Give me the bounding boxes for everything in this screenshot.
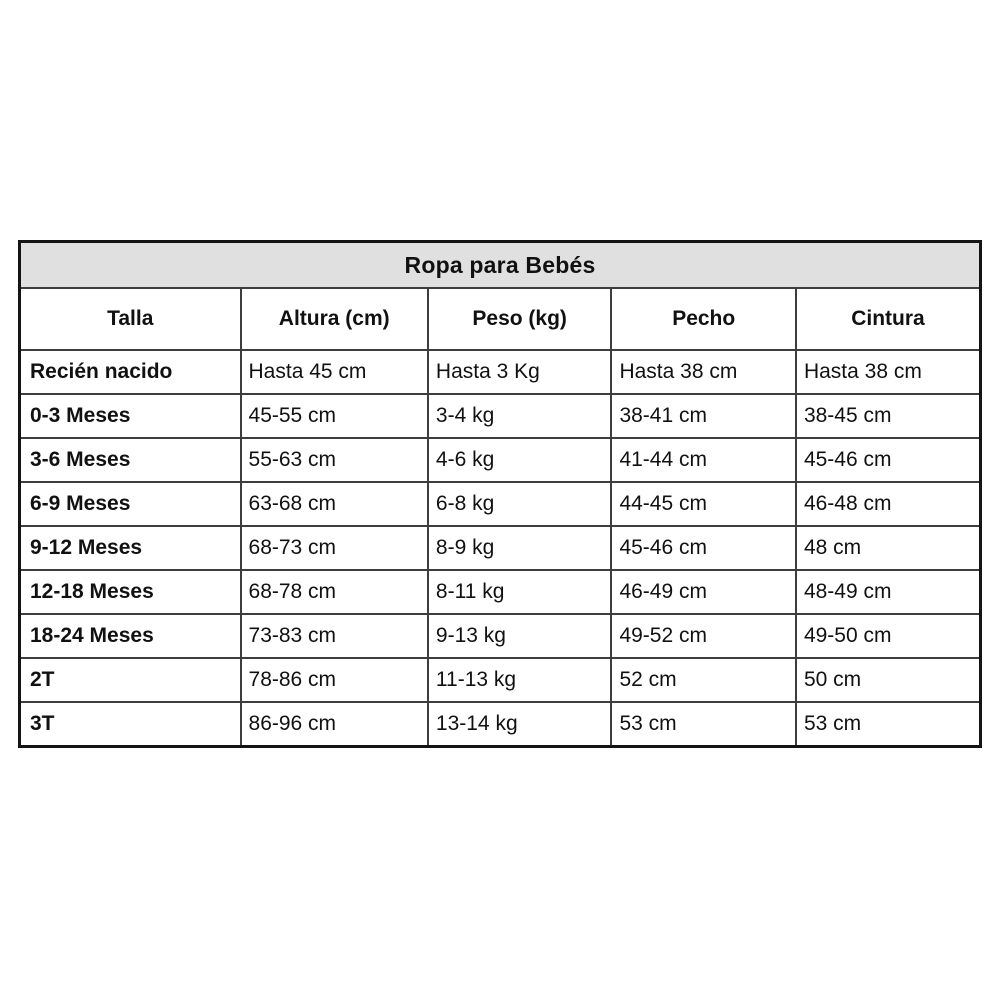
cell-peso: Hasta 3 Kg	[428, 350, 612, 394]
cell-talla: 3T	[20, 702, 241, 747]
cell-peso: 11-13 kg	[428, 658, 612, 702]
cell-talla: 3-6 Meses	[20, 438, 241, 482]
cell-cintura: Hasta 38 cm	[796, 350, 981, 394]
cell-pecho: 49-52 cm	[611, 614, 796, 658]
cell-peso: 13-14 kg	[428, 702, 612, 747]
cell-peso: 3-4 kg	[428, 394, 612, 438]
table-row	[20, 658, 981, 702]
table-row	[20, 614, 981, 658]
cell-peso: 9-13 kg	[428, 614, 612, 658]
table-title: Ropa para Bebés	[20, 242, 981, 289]
cell-talla: 2T	[20, 658, 241, 702]
cell-peso: 8-11 kg	[428, 570, 612, 614]
column-header-talla: Talla	[20, 288, 241, 350]
cell-pecho: 44-45 cm	[611, 482, 796, 526]
cell-cintura: 48-49 cm	[796, 570, 981, 614]
cell-cintura: 50 cm	[796, 658, 981, 702]
cell-pecho: 53 cm	[611, 702, 796, 747]
cell-altura: 63-68 cm	[241, 482, 428, 526]
cell-cintura: 53 cm	[796, 702, 981, 747]
cell-pecho: 46-49 cm	[611, 570, 796, 614]
cell-talla: 9-12 Meses	[20, 526, 241, 570]
baby-size-chart-table	[18, 240, 982, 748]
cell-altura: 55-63 cm	[241, 438, 428, 482]
cell-cintura: 46-48 cm	[796, 482, 981, 526]
cell-cintura: 49-50 cm	[796, 614, 981, 658]
cell-peso: 4-6 kg	[428, 438, 612, 482]
table-row	[20, 350, 981, 394]
cell-talla: 0-3 Meses	[20, 394, 241, 438]
cell-altura: 45-55 cm	[241, 394, 428, 438]
column-header-altura: Altura (cm)	[241, 288, 428, 350]
table-title-row	[20, 242, 981, 289]
cell-cintura: 38-45 cm	[796, 394, 981, 438]
cell-altura: 68-73 cm	[241, 526, 428, 570]
cell-altura: 86-96 cm	[241, 702, 428, 747]
table-row	[20, 702, 981, 747]
table-row	[20, 482, 981, 526]
cell-pecho: 38-41 cm	[611, 394, 796, 438]
cell-cintura: 45-46 cm	[796, 438, 981, 482]
cell-talla: 6-9 Meses	[20, 482, 241, 526]
column-header-peso: Peso (kg)	[428, 288, 612, 350]
cell-pecho: 52 cm	[611, 658, 796, 702]
table-row	[20, 394, 981, 438]
cell-peso: 8-9 kg	[428, 526, 612, 570]
column-header-cintura: Cintura	[796, 288, 981, 350]
table-row	[20, 438, 981, 482]
cell-altura: Hasta 45 cm	[241, 350, 428, 394]
table-row	[20, 526, 981, 570]
cell-pecho: 41-44 cm	[611, 438, 796, 482]
cell-peso: 6-8 kg	[428, 482, 612, 526]
table-header-row	[20, 288, 981, 350]
cell-pecho: Hasta 38 cm	[611, 350, 796, 394]
cell-talla: 18-24 Meses	[20, 614, 241, 658]
table-row	[20, 570, 981, 614]
cell-altura: 68-78 cm	[241, 570, 428, 614]
cell-talla: 12-18 Meses	[20, 570, 241, 614]
cell-cintura: 48 cm	[796, 526, 981, 570]
column-header-pecho: Pecho	[611, 288, 796, 350]
cell-talla: Recién nacido	[20, 350, 241, 394]
cell-altura: 78-86 cm	[241, 658, 428, 702]
cell-altura: 73-83 cm	[241, 614, 428, 658]
cell-pecho: 45-46 cm	[611, 526, 796, 570]
